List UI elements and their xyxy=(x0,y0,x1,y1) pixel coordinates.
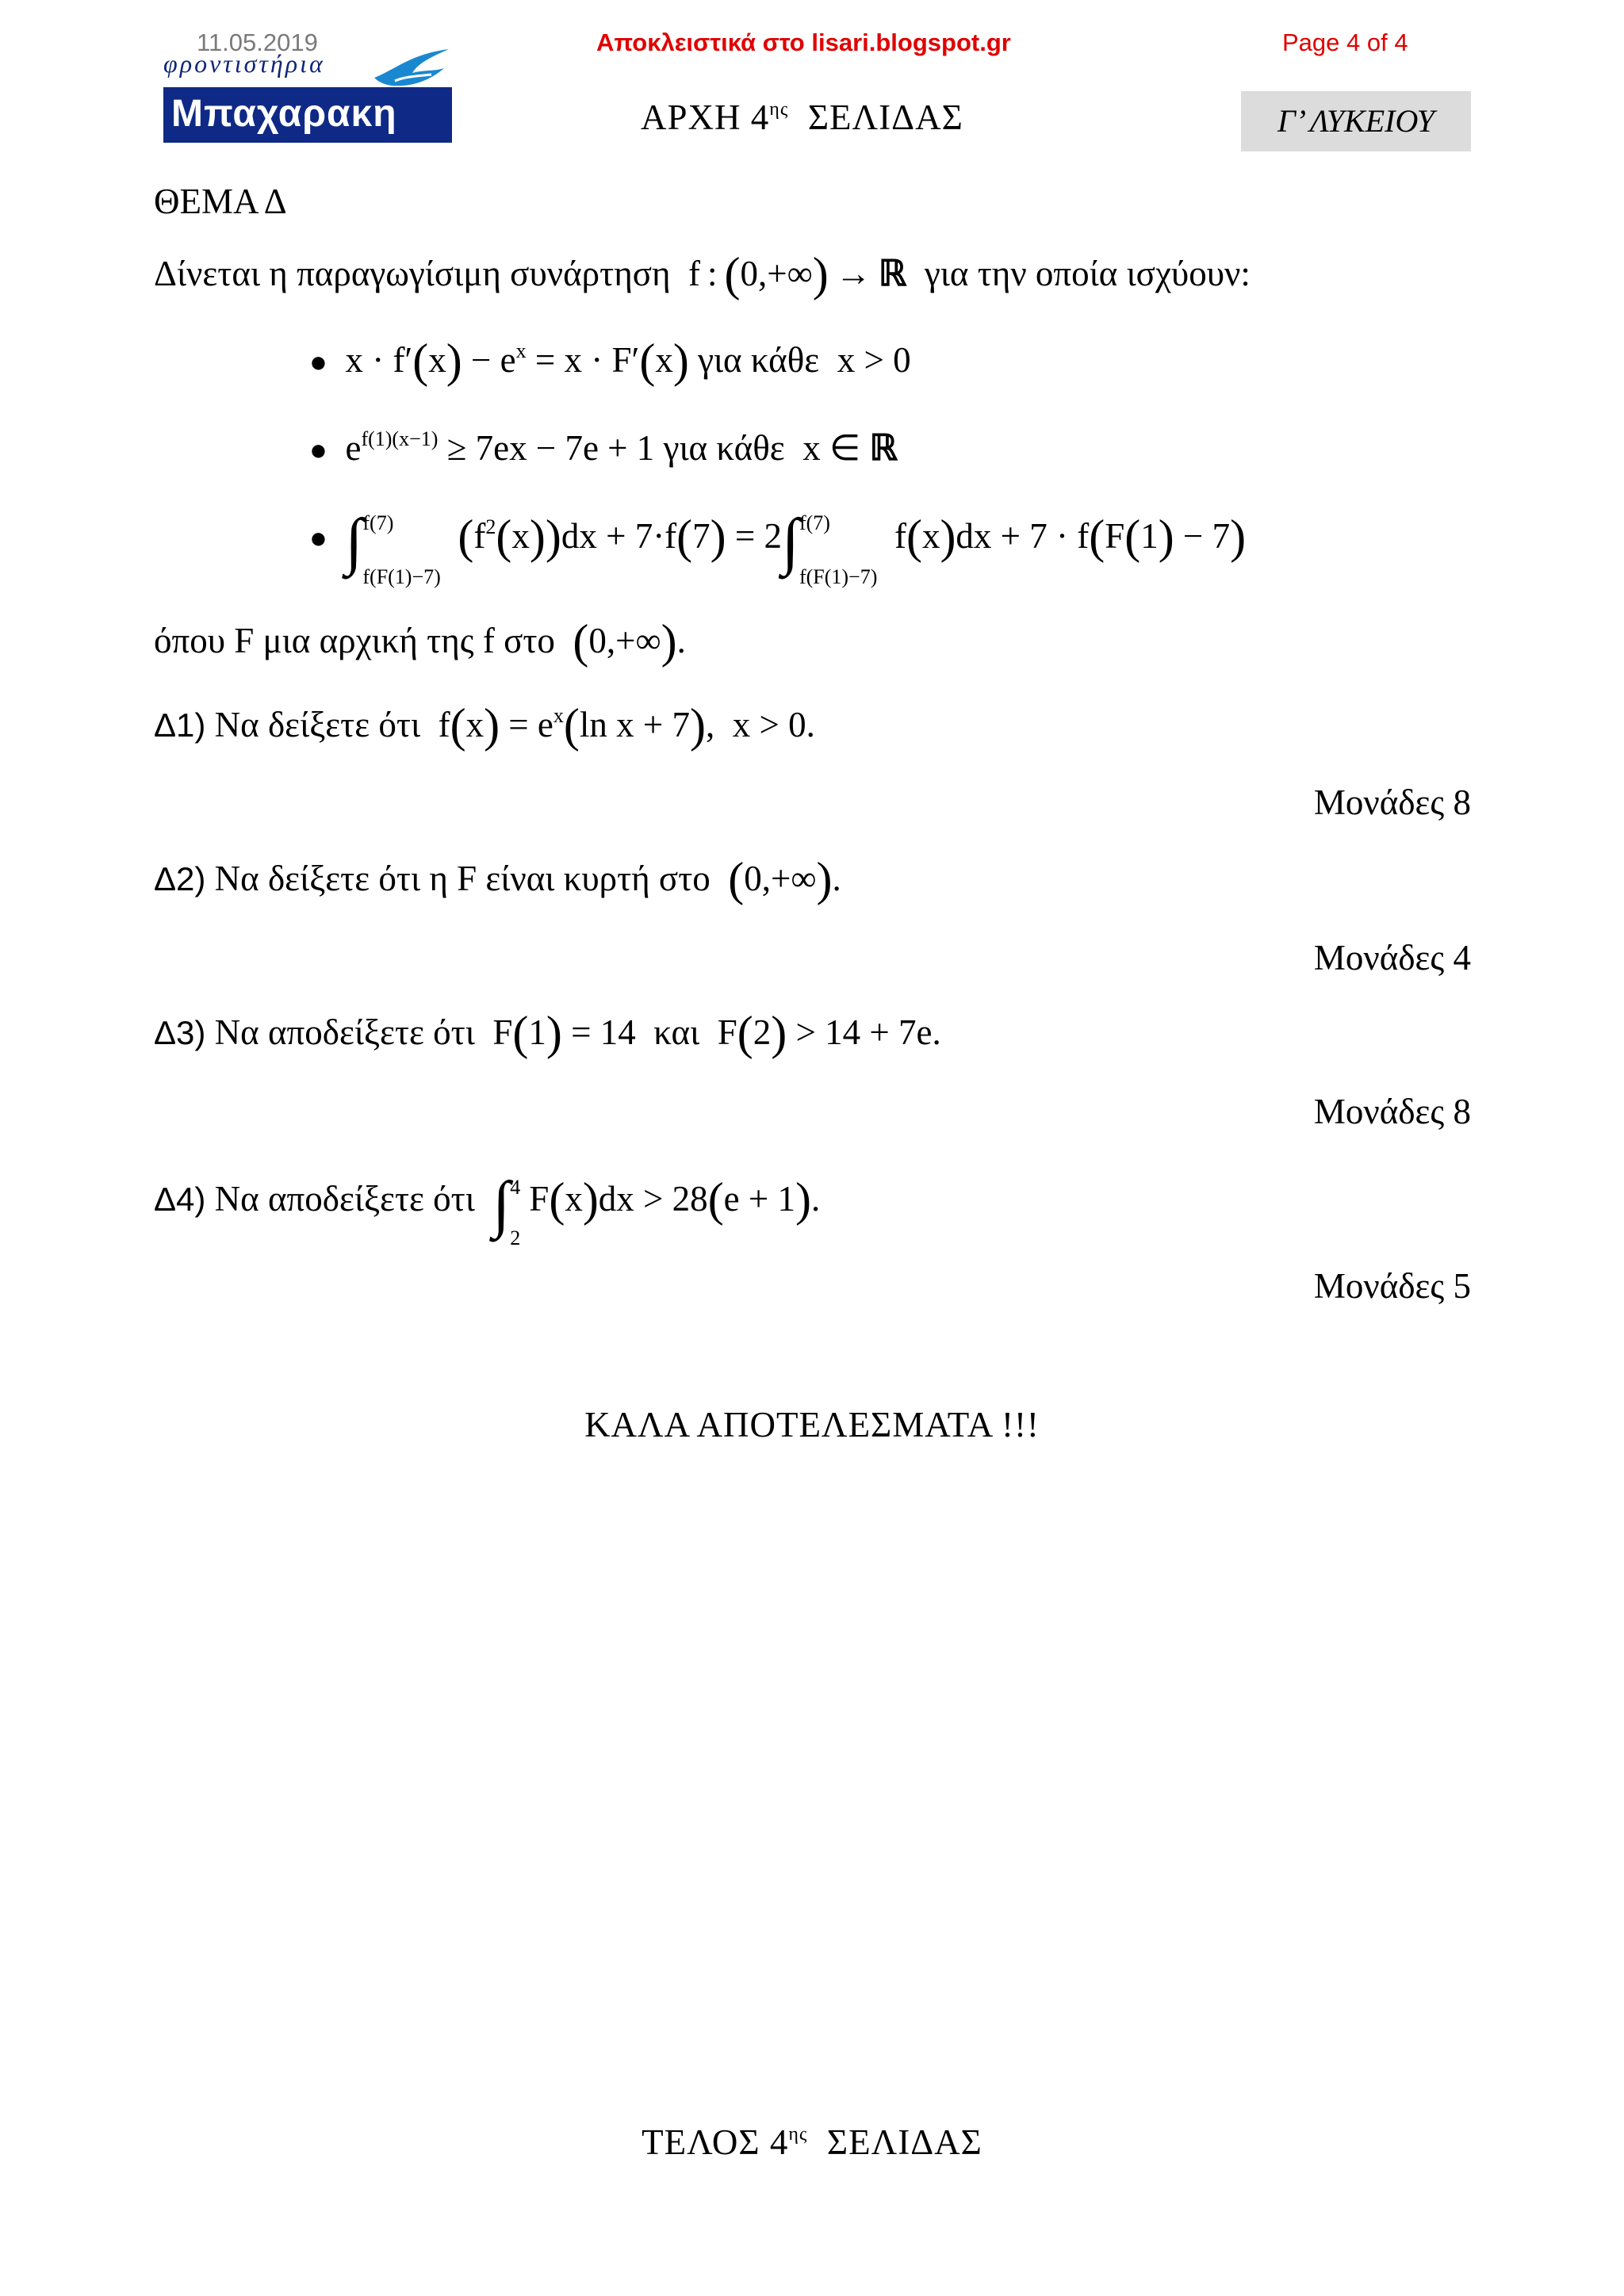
intro-line xyxy=(154,248,1251,300)
question-d4-marks: Μονάδες 5 xyxy=(1313,1266,1471,1306)
question-d2-marks: Μονάδες 4 xyxy=(1313,938,1471,978)
logo-bar xyxy=(163,87,452,143)
question-d4-label: Δ4) xyxy=(154,1181,206,1218)
question-d3-label: Δ3) xyxy=(154,1014,206,1051)
question-d2-interval: (0,+∞). xyxy=(728,853,841,905)
intro-tail: για την οποία ισχύουν: xyxy=(924,254,1251,293)
question-d4-formula: ∫ 4 2 F(x)dx > 28(e + 1). xyxy=(492,1169,821,1249)
condition-3 xyxy=(309,507,1247,588)
question-d3-formula-2: F(2) > 14 + 7e. xyxy=(708,1007,941,1059)
condition-1 xyxy=(309,335,911,387)
where-line xyxy=(154,615,686,668)
condition-2-domain: x ∈ ℝ xyxy=(793,428,898,468)
header-site-link[interactable]: Αποκλειστικά στο lisari.blogspot.gr xyxy=(596,29,1011,56)
question-d1-label: Δ1) xyxy=(154,706,206,744)
condition-2 xyxy=(309,427,898,469)
closing-message: ΚΑΛΑ ΑΠΟΤΕΛΕΣΜΑΤΑ !!! xyxy=(584,1405,1040,1445)
condition-1-tail: για κάθε xyxy=(698,340,820,380)
question-d1-marks: Μονάδες 8 xyxy=(1313,783,1471,822)
question-d3-marks: Μονάδες 8 xyxy=(1313,1092,1471,1131)
question-d2 xyxy=(154,853,841,905)
dove-icon xyxy=(371,46,452,94)
question-d2-label: Δ2) xyxy=(154,860,206,897)
question-d3-text: Να αποδείξετε ότι xyxy=(214,1012,475,1052)
condition-1-domain: x > 0 xyxy=(828,340,911,380)
logo xyxy=(163,46,452,147)
header-date: 11.05.2019 xyxy=(197,29,318,56)
where-interval: (0,+∞). xyxy=(573,615,686,668)
bullet-icon: ● xyxy=(309,346,327,379)
question-d1-formula: $f(x) = e^x(\ln$ x + 7), x > 0. xyxy=(429,699,815,752)
condition-2-tail: για κάθε xyxy=(663,428,785,468)
question-d1-text: Να δείξετε ότι xyxy=(214,705,421,744)
grade-label: Γ’ ΛΥΚΕΙΟΥ xyxy=(1241,91,1471,151)
bullet-icon: ● xyxy=(309,434,327,467)
logo-name: Μπαχαρακη xyxy=(171,93,397,135)
logo-top-text: φροντιστήρια xyxy=(163,49,325,78)
intro-formula: f : (0,+∞) → ℝ xyxy=(679,248,907,300)
condition-2-formula: $e^{f(1)(x-1)} \ge 7ex - 7e + 1$ xyxy=(336,427,655,468)
header-page-number: Page 4 of 4 xyxy=(1282,29,1408,56)
topic-title: ΘΕΜΑ Δ xyxy=(154,182,287,221)
question-d2-text: Να δείξετε ότι η F είναι κυρτή στο xyxy=(214,859,710,898)
question-d1 xyxy=(154,699,815,752)
where-text: όπου F μια αρχική της f στο xyxy=(154,621,555,660)
bullet-icon: ● xyxy=(309,522,327,555)
page-header-title: ΑΡΧΗ $4^{\eta\varsigma}$ ΣΕΛΙΔΑΣ xyxy=(641,98,963,137)
question-d4 xyxy=(154,1169,821,1249)
question-d4-text: Να αποδείξετε ότι xyxy=(214,1179,475,1219)
question-d3-formula-1: F(1) = 14 xyxy=(484,1007,645,1059)
condition-3-formula: ∫ f(7) f(F(1)−7) $(f^2(x))dx + 7\cdot f(7) = 2\int$ f(7) f(F(1)−7) f(x)dx + 7 · f(F(1) − 7) xyxy=(345,507,1247,588)
page-footer: ΤΕΛΟΣ $4^{\eta\varsigma}$ ΣΕΛΙΔΑΣ xyxy=(642,2122,982,2162)
intro-text: Δίνεται η παραγωγίσιμη συνάρτηση xyxy=(154,254,671,293)
question-d3 xyxy=(154,1007,941,1059)
condition-1-formula: $x \cdot f'(x) - e^x = x \cdot F'(x)$ xyxy=(336,335,689,387)
question-d3-conj: και xyxy=(653,1012,700,1052)
